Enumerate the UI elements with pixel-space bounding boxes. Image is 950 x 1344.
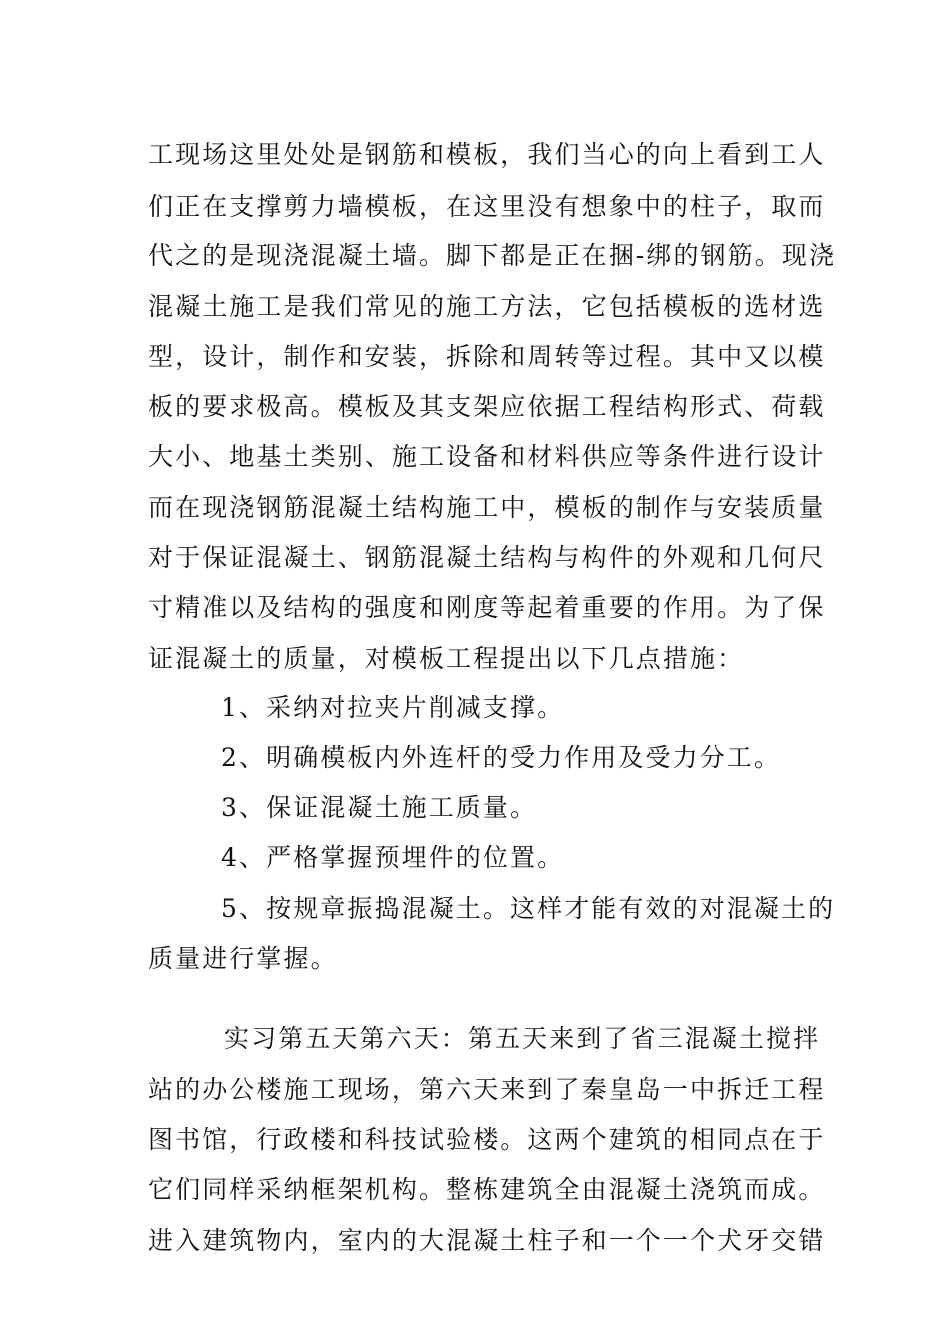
- paragraph-line: 板的要求极高。模板及其支架应依据工程结构形式、荷载: [148, 392, 826, 421]
- paragraph-line: 们正在支撑剪力墙模板，在这里没有想象中的柱子，取而: [148, 192, 826, 221]
- paragraph-line: 它们同样采纳框架机构。整栋建筑全由混凝土浇筑而成。: [148, 1175, 826, 1204]
- paragraph-line: 图书馆，行政楼和科技试验楼。这两个建筑的相同点在于: [148, 1125, 826, 1154]
- list-item: 3、保证混凝土施工质量。: [221, 793, 538, 822]
- paragraph-line: 进入建筑物内，室内的大混凝土柱子和一个一个犬牙交错: [148, 1226, 826, 1255]
- paragraph-line: 证混凝土的质量，对模板工程提出以下几点措施：: [148, 644, 745, 673]
- paragraph-line: 型，设计，制作和安装，拆除和周转等过程。其中又以模: [148, 342, 826, 371]
- paragraph-line: 寸精准以及结构的强度和刚度等起着重要的作用。为了保: [148, 593, 826, 622]
- paragraph-line: 质量进行掌握。: [148, 944, 338, 973]
- paragraph-line: 大小、地基土类别、施工设备和材料供应等条件进行设计: [148, 442, 826, 471]
- paragraph-line: 混凝土施工是我们常见的施工方法，它包括模板的选材选: [148, 292, 826, 321]
- list-item: 1、采纳对拉夹片削减支撑。: [221, 693, 565, 722]
- paragraph-line: 实习第五天第六天：第五天来到了省三混凝土搅拌: [224, 1024, 821, 1053]
- paragraph-line: 对于保证混凝土、钢筋混凝土结构与构件的外观和几何尺: [148, 543, 826, 572]
- list-item: 2、明确模板内外连杆的受力作用及受力分工。: [221, 743, 782, 772]
- list-item: 5、按规章振捣混凝土。这样才能有效的对混凝土的: [221, 894, 836, 923]
- paragraph-line: 而在现浇钢筋混凝土结构施工中，模板的制作与安装质量: [148, 493, 826, 522]
- paragraph-line: 站的办公楼施工现场，第六天来到了秦皇岛一中拆迁工程: [148, 1075, 826, 1104]
- paragraph-line: 代之的是现浇混凝土墙。脚下都是正在捆-绑的钢筋。现浇: [148, 241, 837, 270]
- paragraph-line: 工现场这里处处是钢筋和模板，我们当心的向上看到工人: [148, 140, 826, 169]
- list-item: 4、严格掌握预埋件的位置。: [221, 843, 565, 872]
